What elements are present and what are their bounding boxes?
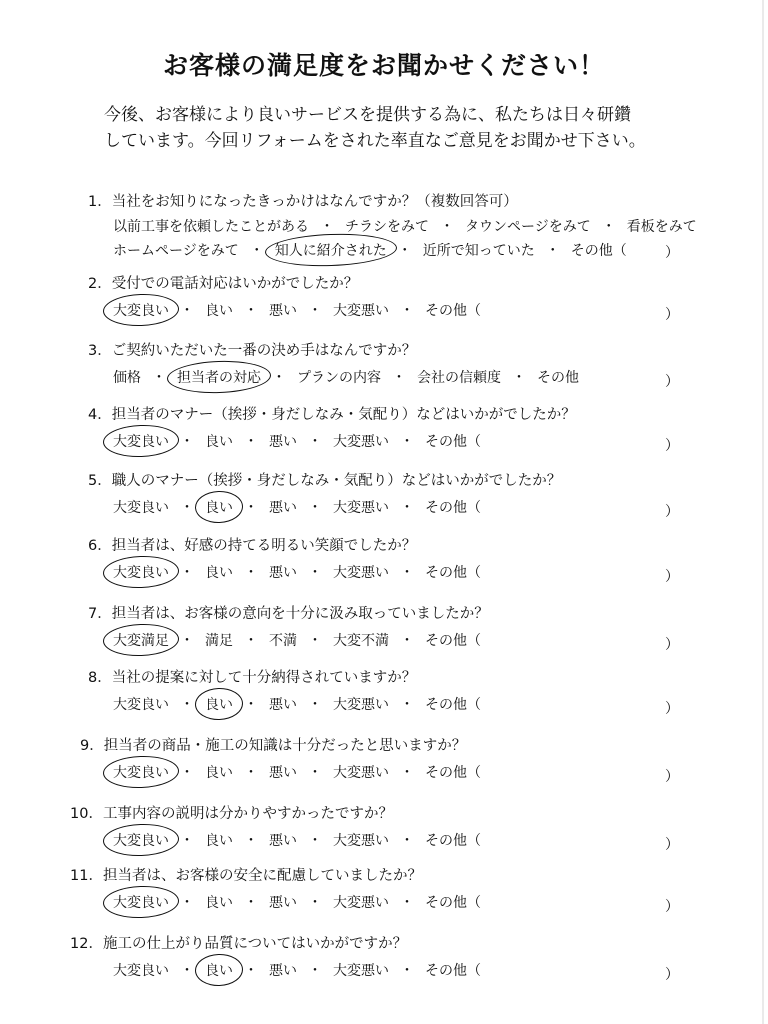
separator: ・ — [244, 434, 258, 450]
option[interactable]: 以前工事を依頼したことがある — [113, 219, 309, 235]
option[interactable]: 看板をみて — [626, 219, 697, 235]
separator: ・ — [180, 434, 194, 450]
separator: ・ — [545, 243, 560, 259]
option[interactable]: 悪い — [269, 565, 297, 581]
option[interactable]: 大変悪い — [333, 434, 389, 450]
option[interactable]: その他（ — [425, 303, 481, 319]
separator: ・ — [308, 963, 322, 979]
option[interactable]: 悪い — [269, 697, 297, 713]
question-3 — [0, 339, 768, 409]
close-paren: ） — [665, 837, 679, 853]
option-row — [110, 216, 700, 236]
question-text: 10．工事内容の説明は分かりやすかったですか？ — [70, 806, 393, 822]
option-row — [110, 300, 484, 320]
close-paren: ） — [665, 438, 679, 454]
option[interactable]: ホームページをみて — [113, 243, 239, 259]
option[interactable]: 価格 — [113, 370, 141, 386]
separator: ・ — [308, 633, 322, 649]
option-circled[interactable]: 知人に紹介された — [272, 240, 390, 260]
option[interactable]: 悪い — [269, 303, 297, 319]
question-text: 11．担当者は、お客様の安全に配慮していましたか？ — [70, 868, 422, 884]
option-circled[interactable]: 担当者の対応 — [174, 367, 264, 387]
option[interactable]: 大変良い — [113, 697, 169, 713]
separator: ・ — [308, 500, 322, 516]
option[interactable]: 悪い — [269, 434, 297, 450]
option[interactable]: 良い — [205, 565, 233, 581]
option[interactable]: 大変悪い — [333, 895, 389, 911]
option[interactable]: 良い — [205, 895, 233, 911]
option[interactable]: 大変良い — [113, 963, 169, 979]
separator: ・ — [400, 895, 414, 911]
option[interactable]: 大変悪い — [333, 963, 389, 979]
option[interactable]: その他（ — [425, 765, 481, 781]
question-text: 5．職人のマナー（挨拶・身だしなみ・気配り）などはいかがでしたか？ — [88, 473, 562, 489]
option-row — [110, 892, 484, 912]
option[interactable]: 大変不満 — [333, 633, 389, 649]
separator: ・ — [601, 219, 616, 235]
separator: ・ — [272, 370, 286, 386]
separator: ・ — [400, 833, 414, 849]
separator: ・ — [400, 765, 414, 781]
separator: ・ — [244, 633, 258, 649]
separator: ・ — [180, 633, 194, 649]
option-row — [110, 240, 630, 260]
question-5 — [0, 469, 768, 539]
separator: ・ — [244, 500, 258, 516]
separator: ・ — [320, 219, 334, 235]
close-paren: ） — [665, 504, 679, 520]
option[interactable]: 悪い — [269, 895, 297, 911]
option[interactable]: 良い — [205, 434, 233, 450]
question-text: 8．当社の提案に対して十分納得されていますか？ — [88, 670, 417, 686]
separator: ・ — [244, 303, 258, 319]
separator: ・ — [244, 963, 258, 979]
option[interactable]: 悪い — [269, 963, 297, 979]
option[interactable]: 大変悪い — [333, 500, 389, 516]
page-title: お客様の満足度をお聞かせください！ — [162, 51, 605, 80]
separator: ・ — [180, 303, 194, 319]
separator: ・ — [244, 697, 258, 713]
option[interactable]: チラシをみて — [345, 219, 429, 235]
intro-line-2: しています。今回リフォームをされた率直なご意見をお聞かせ下さい。 — [104, 131, 646, 151]
close-paren: ） — [665, 569, 679, 585]
close-paren: ） — [665, 899, 679, 915]
option-circled[interactable]: 大変良い — [110, 300, 172, 320]
option[interactable]: 悪い — [269, 765, 297, 781]
option[interactable]: その他（ — [425, 895, 481, 911]
option[interactable]: 大変悪い — [333, 765, 389, 781]
close-paren: ） — [665, 701, 679, 717]
option-row — [110, 694, 484, 714]
option[interactable]: プランの内容 — [297, 370, 381, 386]
separator: ・ — [400, 565, 414, 581]
option[interactable]: 悪い — [269, 500, 297, 516]
option[interactable]: その他（ — [570, 243, 627, 259]
question-6 — [0, 534, 768, 604]
option[interactable]: その他（ — [425, 833, 481, 849]
option[interactable]: その他（ — [425, 565, 481, 581]
close-paren: ） — [665, 769, 679, 785]
option-circled[interactable]: 大変満足 — [110, 630, 172, 650]
question-11 — [0, 864, 768, 934]
option-row — [110, 562, 484, 582]
separator: ・ — [400, 633, 414, 649]
option-circled[interactable]: 大変良い — [110, 892, 172, 912]
separator: ・ — [400, 303, 414, 319]
option[interactable]: 悪い — [269, 833, 297, 849]
option[interactable]: 大変良い — [113, 500, 169, 516]
option[interactable]: その他（ — [425, 633, 481, 649]
separator: ・ — [400, 963, 414, 979]
separator: ・ — [180, 500, 194, 516]
close-paren: ） — [665, 307, 679, 323]
option-circled[interactable]: 大変良い — [110, 431, 172, 451]
question-10 — [0, 802, 768, 872]
separator: ・ — [308, 833, 322, 849]
question-text: 7．担当者は、お客様の意向を十分に汲み取っていましたか？ — [88, 606, 489, 622]
separator: ・ — [400, 697, 414, 713]
separator: ・ — [308, 765, 322, 781]
question-text: 3．ご契約いただいた一番の決め手はなんですか？ — [88, 343, 417, 359]
option[interactable]: 不満 — [269, 633, 297, 649]
separator: ・ — [244, 833, 258, 849]
option[interactable]: その他（ — [425, 697, 481, 713]
close-paren: ） — [665, 637, 679, 653]
separator: ・ — [308, 303, 322, 319]
separator: ・ — [308, 434, 322, 450]
separator: ・ — [244, 895, 258, 911]
option-circled[interactable]: 大変良い — [110, 830, 172, 850]
question-4 — [0, 403, 768, 473]
option[interactable]: 良い — [205, 833, 233, 849]
option-circled[interactable]: 良い — [202, 960, 236, 980]
option-row — [110, 497, 484, 517]
question-text: 9．担当者の商品・施工の知識は十分だったと思いますか？ — [80, 738, 467, 754]
question-text: 4．担当者のマナー（挨拶・身だしなみ・気配り）などはいかがでしたか？ — [88, 407, 576, 423]
option-row — [110, 367, 582, 387]
option[interactable]: タウンページをみて — [465, 219, 591, 235]
option-row — [110, 431, 484, 451]
close-paren: ） — [665, 374, 679, 390]
separator: ・ — [180, 697, 194, 713]
close-paren: ） — [665, 967, 679, 983]
separator: ・ — [180, 765, 194, 781]
separator: ・ — [180, 565, 194, 581]
question-1 — [0, 190, 768, 260]
option[interactable]: 大変悪い — [333, 833, 389, 849]
separator: ・ — [308, 565, 322, 581]
separator: ・ — [392, 370, 406, 386]
option[interactable]: 会社の信頼度 — [417, 370, 501, 386]
separator: ・ — [244, 765, 258, 781]
option[interactable]: 良い — [205, 765, 233, 781]
option-row — [110, 630, 484, 650]
option[interactable]: その他（ — [425, 500, 481, 516]
option[interactable]: 良い — [205, 303, 233, 319]
option[interactable]: 大変悪い — [333, 697, 389, 713]
question-text: 6．担当者は、好感の持てる明るい笑顔でしたか？ — [88, 538, 417, 554]
separator: ・ — [397, 243, 412, 259]
option[interactable]: その他（ — [425, 434, 481, 450]
separator: ・ — [180, 895, 194, 911]
separator: ・ — [180, 833, 194, 849]
separator: ・ — [512, 370, 526, 386]
separator: ・ — [308, 895, 322, 911]
option[interactable]: 近所で知っていた — [422, 243, 535, 259]
option[interactable]: 満足 — [205, 633, 233, 649]
question-text: 2．受付での電話対応はいかがでしたか？ — [88, 276, 359, 292]
close-paren: ） — [665, 245, 679, 261]
option-circled[interactable]: 良い — [202, 497, 236, 517]
option[interactable]: 大変悪い — [333, 565, 389, 581]
option-row — [110, 762, 484, 782]
question-9 — [0, 734, 768, 804]
separator: ・ — [400, 500, 414, 516]
question-text: 12．施工の仕上がり品質についてはいかがですか？ — [70, 936, 408, 952]
option-circled[interactable]: 大変良い — [110, 762, 172, 782]
option-row — [110, 830, 484, 850]
separator: ・ — [440, 219, 454, 235]
question-8 — [0, 666, 768, 736]
option[interactable]: その他 — [537, 370, 579, 386]
scan-edge — [762, 0, 764, 1024]
separator: ・ — [244, 565, 258, 581]
question-12 — [0, 932, 768, 1002]
separator: ・ — [152, 370, 166, 386]
option[interactable]: 大変悪い — [333, 303, 389, 319]
option[interactable]: その他（ — [425, 963, 481, 979]
question-7 — [0, 602, 768, 672]
option-circled[interactable]: 大変良い — [110, 562, 172, 582]
option-row — [110, 960, 484, 980]
separator: ・ — [308, 697, 322, 713]
option-circled[interactable]: 良い — [202, 694, 236, 714]
intro-line-1: 今後、お客様により良いサービスを提供する為に、私たちは日々研鑽 — [104, 105, 631, 125]
separator: ・ — [249, 243, 264, 259]
question-2 — [0, 272, 768, 342]
question-text: 1．当社をお知りになったきっかけはなんですか？（複数回答可） — [88, 194, 518, 210]
separator: ・ — [180, 963, 194, 979]
separator: ・ — [400, 434, 414, 450]
